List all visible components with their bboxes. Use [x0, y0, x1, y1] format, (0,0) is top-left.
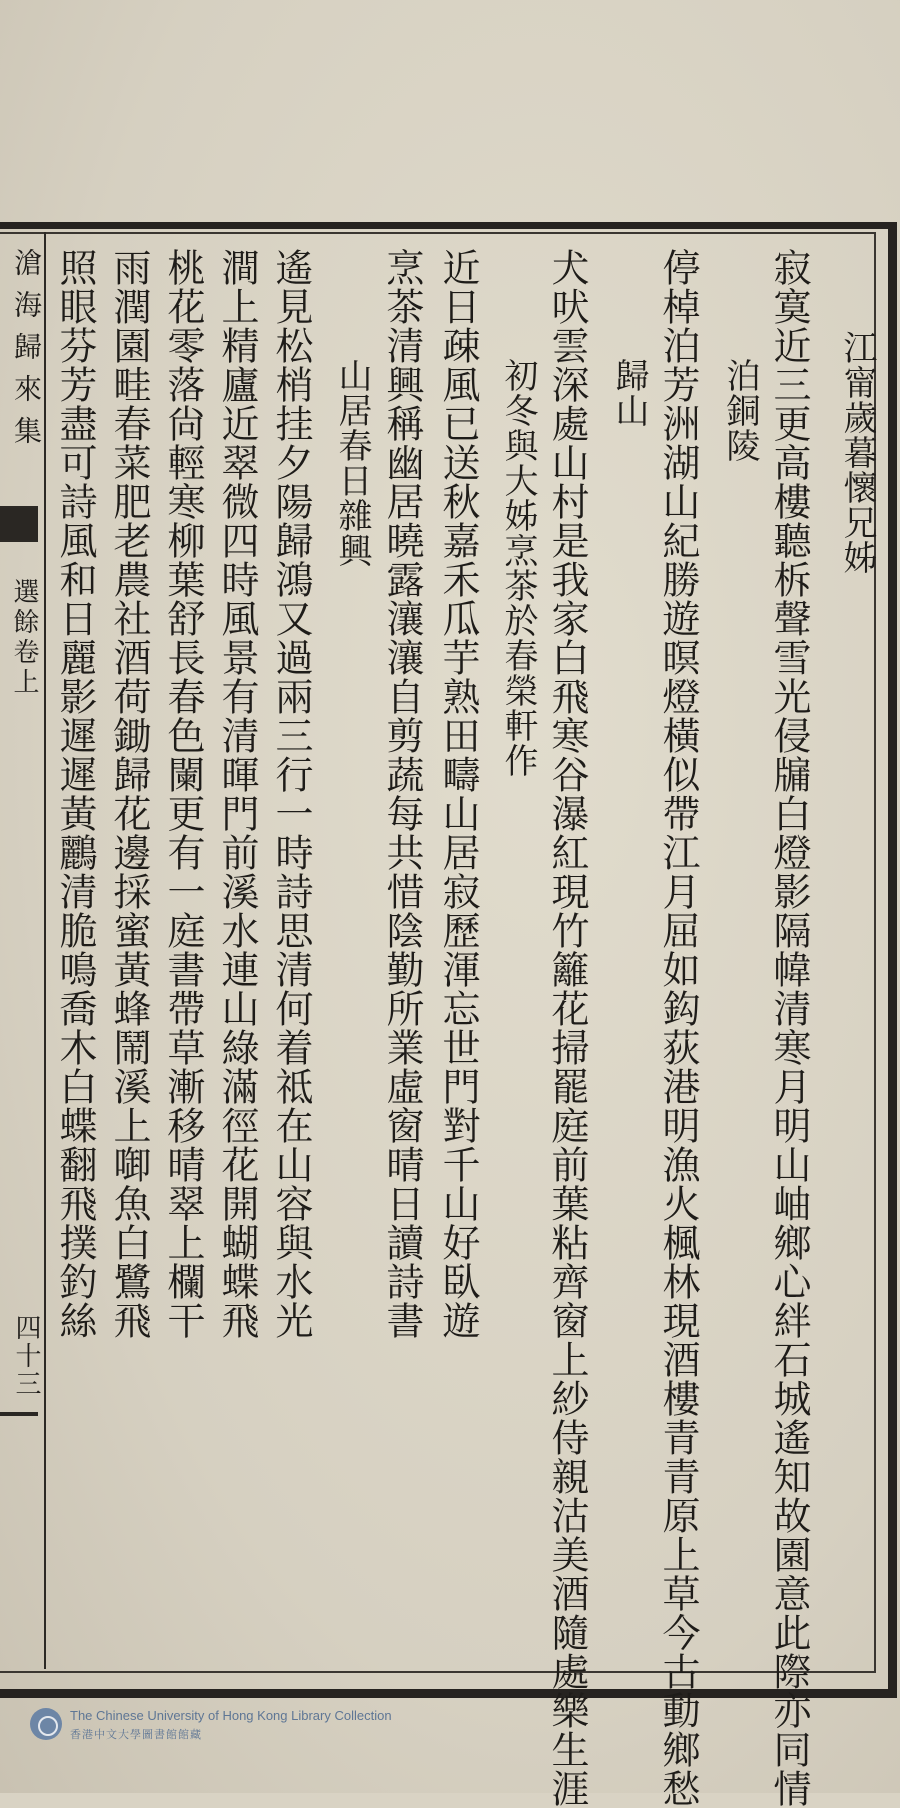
poem-line: 雨潤園畦春菜肥老農社酒荷鋤歸花邊採蜜黃蜂鬧溪上啣魚白鷺飛 — [107, 248, 151, 1340]
poem-title: 初冬與大姊烹茶於春榮軒作 — [498, 358, 538, 778]
page-number: 四十三 — [11, 1314, 41, 1398]
poem-line: 澗上精廬近翠微四時風景有清暉門前溪水連山綠滿徑花開蝴蝶飛 — [215, 248, 259, 1340]
poem-title: 歸山 — [609, 358, 649, 428]
poem-line: 遙見松梢挂夕陽歸鴻又過兩三行一時詩思清何着祗在山容與水光 — [269, 248, 313, 1340]
poem-line: 犬吠雲深處山村是我家白飛寒谷瀑紅現竹籬花掃罷庭前葉粘齊窗上紗侍親沽美酒隨處樂生涯 — [545, 248, 589, 1808]
lower-fishtail-rule — [0, 1412, 38, 1416]
library-watermark — [30, 1706, 410, 1742]
fishtail-ornament — [0, 506, 38, 542]
section-title: 選餘卷上 — [9, 578, 39, 698]
collection-english: The Chinese University of Hong Kong Library Collection — [70, 1708, 392, 1723]
poem-line: 寂寞近三更高樓聽柝聲雪光侵牖白燈影隔幃清寒月明山岫鄉心絆石城遙知故園意此際亦同情 — [767, 248, 811, 1808]
collection-chinese: 香港中文大學圖書館館藏 — [70, 1728, 202, 1741]
poem-line: 桃花零落尙輕寒柳葉舒長春色闌更有一庭書帶草漸移晴翠上欄干 — [161, 248, 205, 1340]
poem-line: 烹茶清興稱幽居曉露瀼瀼自剪蔬每共惜陰勤所業虛窗晴日讀詩書 — [380, 248, 424, 1340]
poem-title: 江甯歲暮懷兄姊 — [837, 330, 877, 575]
poem-line: 照眼芬芳盡可詩風和日麗影遲遲黃鸝清脆鳴喬木白蝶翻飛撲釣絲 — [53, 248, 97, 1340]
poem-line: 近日疎風已送秋嘉禾瓜芋熟田疇山居寂歷渾忘世門對千山好臥遊 — [436, 248, 480, 1340]
book-title: 滄海歸來集 — [10, 248, 43, 458]
poem-title: 山居春日雜興 — [332, 358, 372, 568]
library-seal-icon — [30, 1708, 62, 1740]
poem-line: 停棹泊芳洲湖山紀勝遊暝燈橫似帶江月屈如鈎荻港明漁火楓林現酒樓青青原上草今古動鄉愁 — [656, 248, 700, 1808]
poem-title: 泊銅陵 — [720, 358, 760, 463]
